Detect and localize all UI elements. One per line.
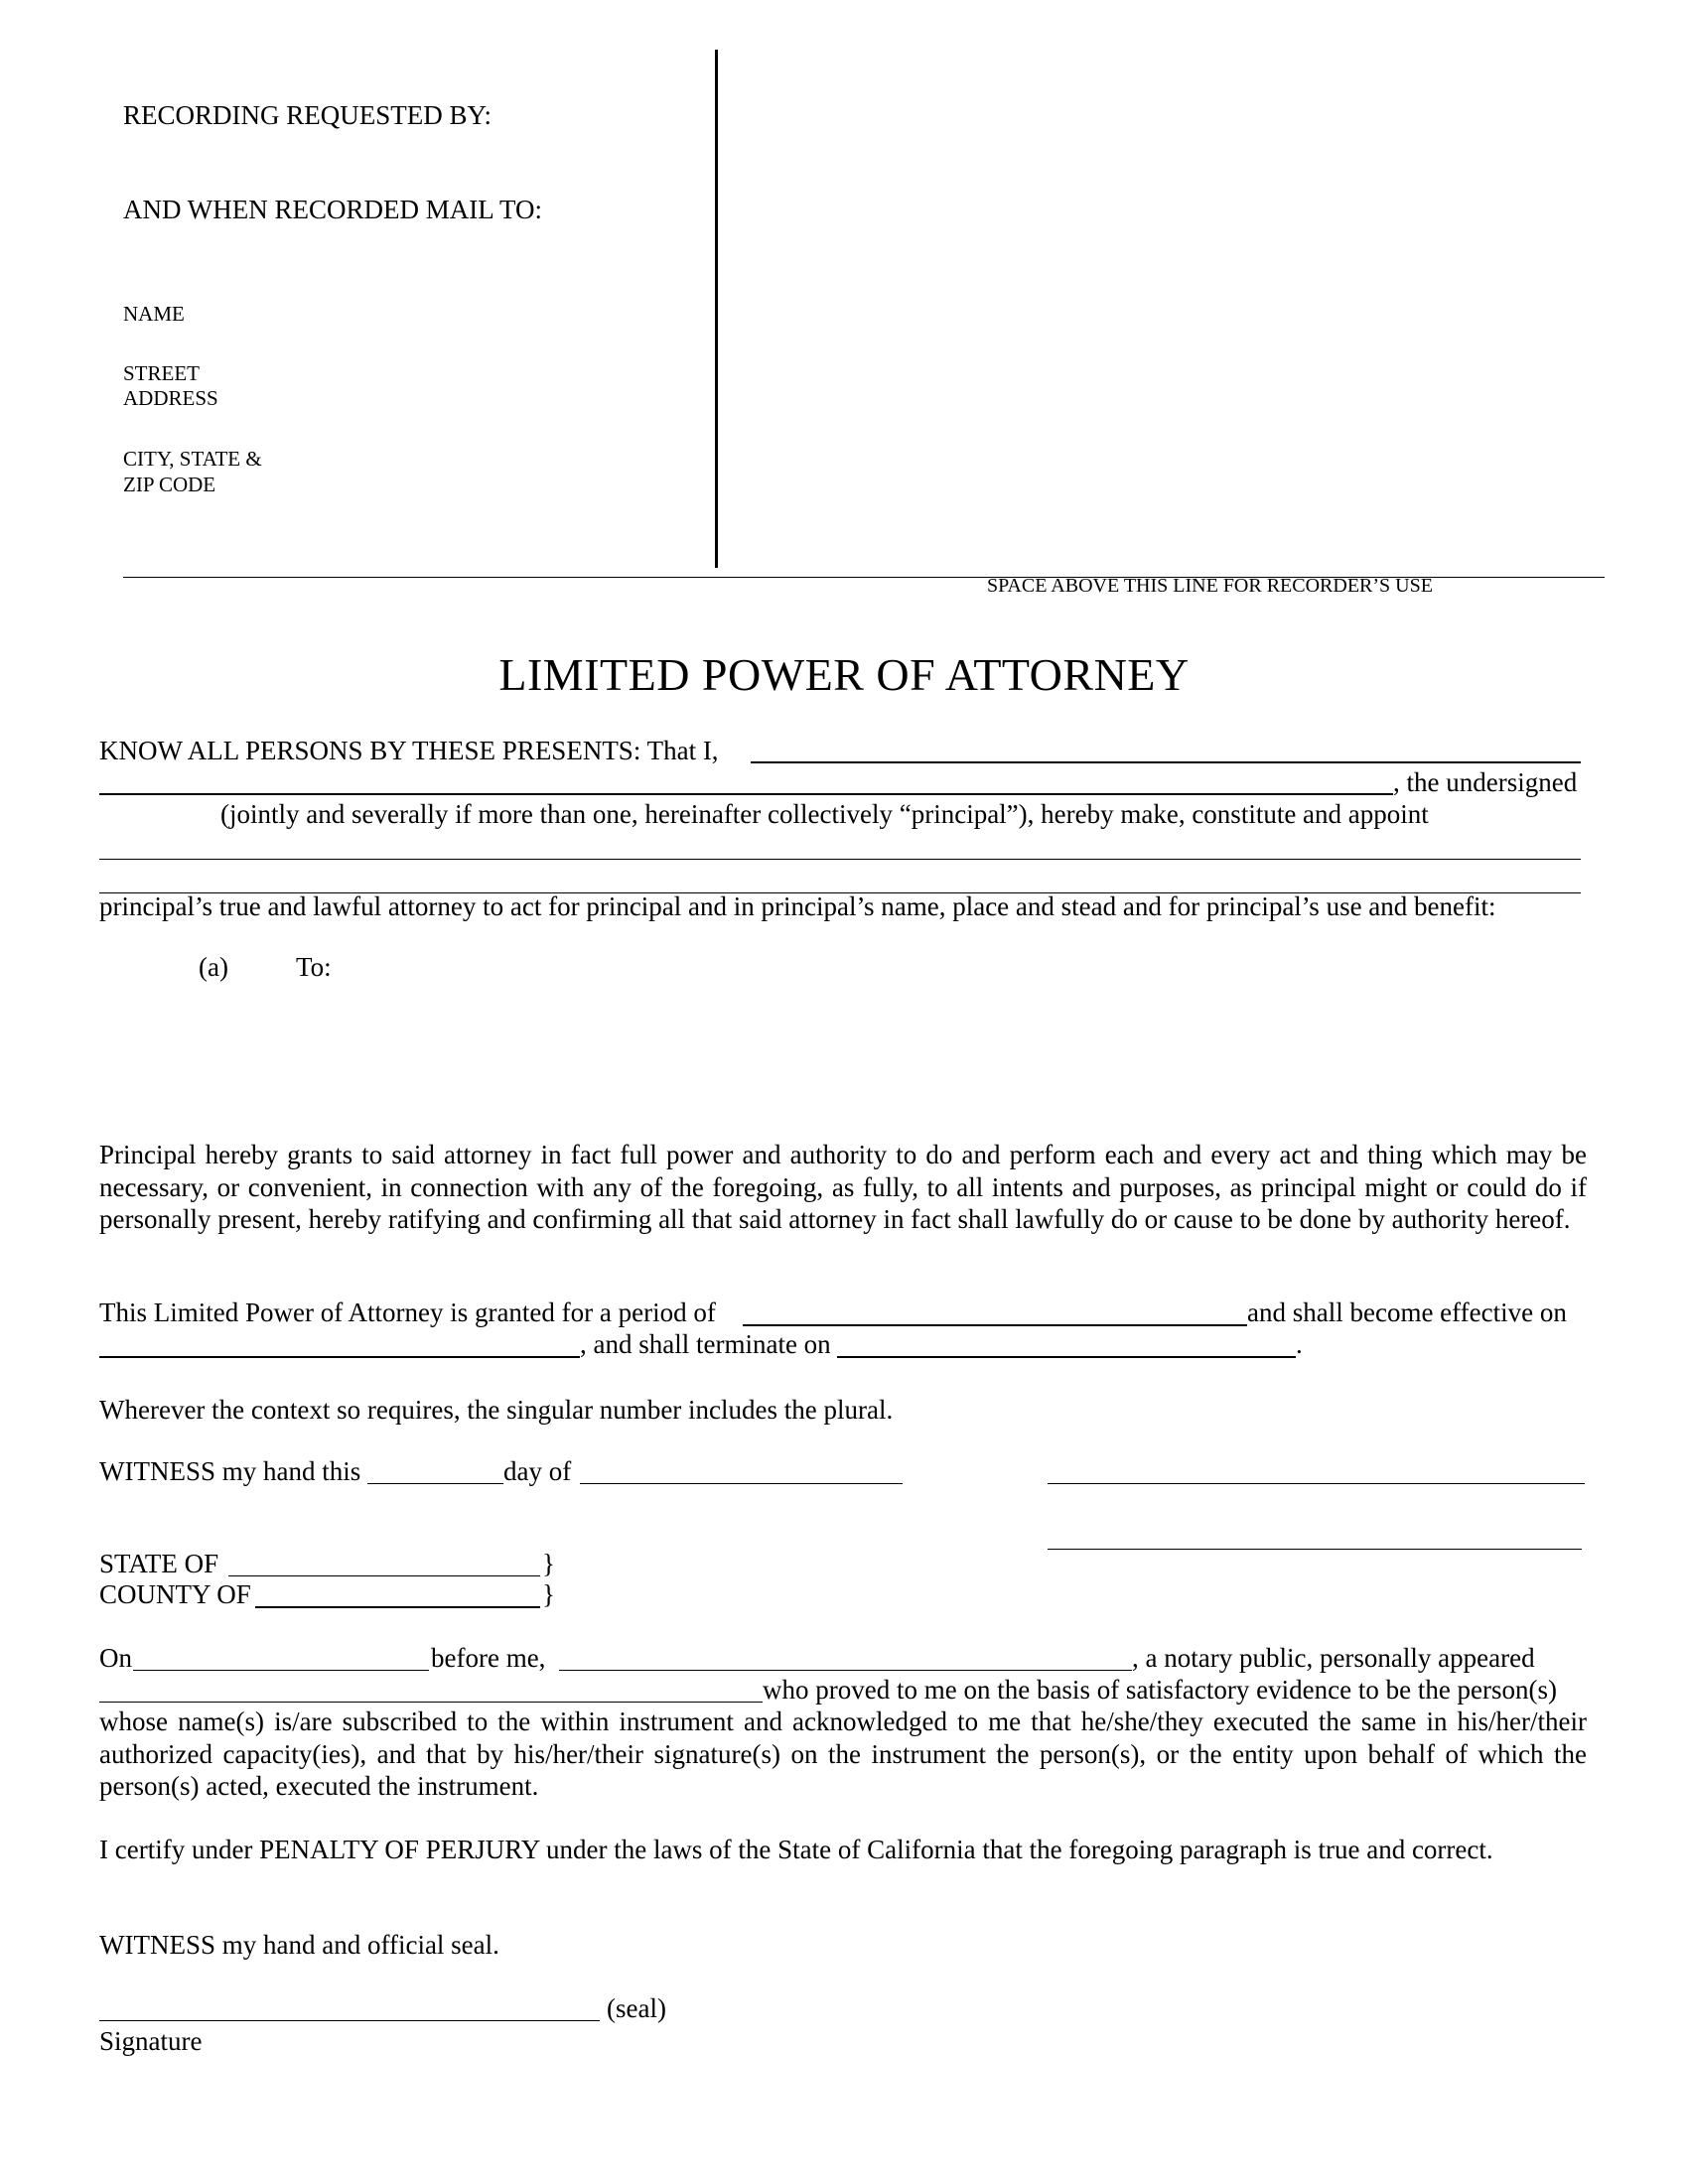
state-brace: } [542, 1549, 555, 1578]
witness-month-field[interactable] [580, 1483, 903, 1484]
grants-paragraph: Principal hereby grants to said attorney in fact full power and authority to do and perform each and every act and thing which may be necessary, or convenient, in connection with any of the foregoing, as fully, to all intents and purposes, as principal might or could do if personally present, hereby ratifying and confirming all that said attorney in fact shall lawfully do or cause to be done by authority hereof. [99, 1140, 1587, 1234]
who-proved-text: who proved to me on the basis of satisfactory evidence to be the person(s) [763, 1675, 1558, 1705]
street-label: STREET [123, 361, 200, 385]
notary-public-text: , a notary public, personally appeared [1132, 1643, 1535, 1673]
effective-date-field[interactable] [99, 1356, 580, 1358]
period-field[interactable] [743, 1324, 1247, 1326]
seal-text: (seal) [607, 1993, 666, 2023]
principal-name-field-continued[interactable] [99, 793, 1393, 795]
acknowledgment-paragraph: whose name(s) is/are subscribed to the within instrument and acknowledged to me that he/she/they executed the same in his/her/their authorized capacity(ies), and that by his/her/their signature(s) on the instrument the person(s), or the entity upon behalf of which the person(s) acted, executed the instrument. [99, 1706, 1587, 1801]
before-me-text: before me, [431, 1643, 546, 1673]
period-end: . [1296, 1329, 1303, 1359]
state-field[interactable] [228, 1575, 540, 1576]
item-a-text: To: [296, 952, 332, 982]
on-text: On [99, 1643, 132, 1673]
singular-text: Wherever the context so requires, the singular number includes the plural. [99, 1395, 894, 1425]
document-title: LIMITED POWER OF ATTORNEY [498, 649, 1190, 700]
true-attorney-text: principal’s true and lawful attorney to act for principal and in principal’s name, place and stead and for principal’s use and benefit: [99, 891, 1496, 921]
appeared-person-field[interactable] [99, 1702, 763, 1703]
county-field[interactable] [255, 1606, 540, 1608]
county-brace: } [542, 1579, 555, 1609]
official-seal-text: WITNESS my hand and official seal. [99, 1930, 499, 1960]
address-label: ADDRESS [123, 386, 218, 410]
certify-text: I certify under PENALTY OF PERJURY under the laws of the State of California that the foregoing paragraph is true and correct. [99, 1835, 1493, 1864]
principal-name-field[interactable] [751, 761, 1581, 763]
city-state-label: CITY, STATE & [123, 447, 262, 471]
name-label: NAME [123, 302, 185, 326]
header-vertical-divider [715, 50, 718, 568]
witness-hand-text: WITNESS my hand this [99, 1456, 361, 1486]
witness-day-field[interactable] [367, 1483, 503, 1484]
principal-signature-line-2[interactable] [1048, 1549, 1582, 1550]
jointly-text: (jointly and severally if more than one, hereinafter collectively “principal”), hereby make, constitute and appoint [220, 799, 1429, 829]
know-all-text: KNOW ALL PERSONS BY THESE PRESENTS: That I, [99, 736, 719, 765]
undersigned-text: , the undersigned [1393, 767, 1578, 797]
zip-code-label: ZIP CODE [123, 473, 216, 496]
notary-signature-line[interactable] [99, 2020, 600, 2021]
item-a-label: (a) [199, 952, 228, 982]
principal-signature-line[interactable] [1048, 1483, 1585, 1484]
day-of-text: day of [503, 1456, 572, 1486]
notary-name-field[interactable] [559, 1670, 1132, 1671]
recorder-space-note: SPACE ABOVE THIS LINE FOR RECORDER’S USE [987, 575, 1433, 597]
attorney-name-field[interactable] [99, 859, 1581, 860]
state-of-label: STATE OF [99, 1549, 219, 1578]
termination-date-field[interactable] [837, 1356, 1296, 1358]
mail-to-label: AND WHEN RECORDED MAIL TO: [123, 195, 542, 224]
notary-date-field[interactable] [133, 1670, 429, 1671]
period-text: This Limited Power of Attorney is granted for a period of [99, 1297, 716, 1327]
recording-requested-by-label: RECORDING REQUESTED BY: [123, 100, 492, 130]
signature-label: Signature [99, 2026, 203, 2056]
effective-on-text: and shall become effective on [1247, 1297, 1567, 1327]
county-of-label: COUNTY OF [99, 1579, 251, 1609]
terminate-on-text: , and shall terminate on [580, 1329, 831, 1359]
